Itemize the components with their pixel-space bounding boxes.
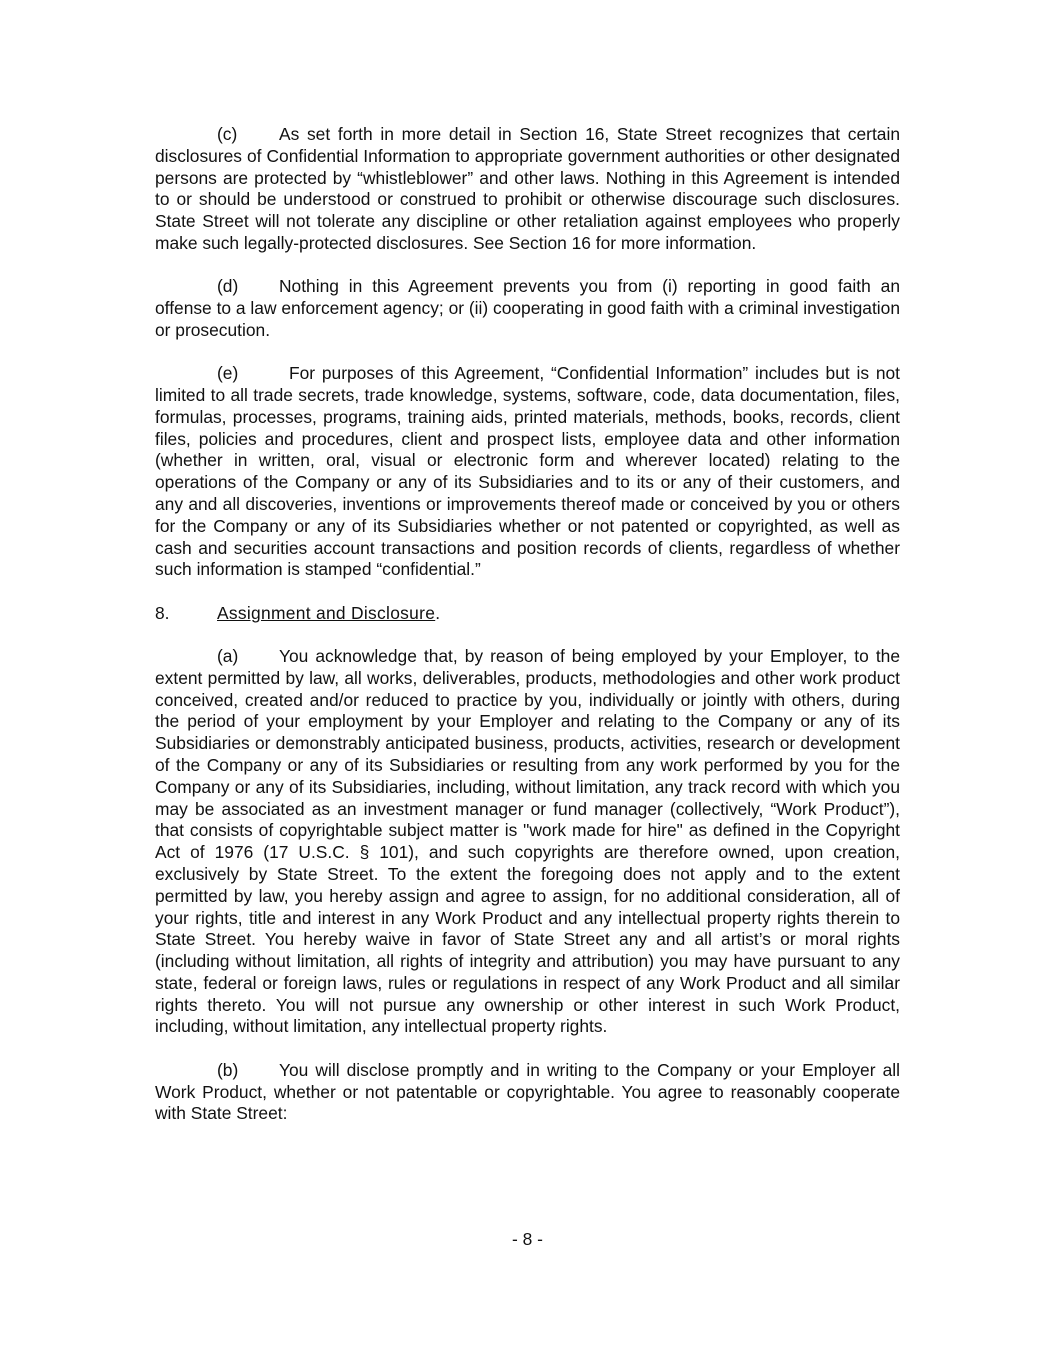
paragraph-c [155,124,900,255]
paragraph-label: (b) [217,1059,239,1080]
paragraph-e [155,363,900,581]
paragraph-8a [155,646,900,1038]
page-number: - 8 - [512,1229,543,1249]
paragraph-text: Nothing in this Agreement prevents you from (i) reporting in good faith an offense to a law enforcement agency; or (ii) cooperating in good faith with a criminal investigation or prosecution. [155,276,900,340]
section-title: Assignment and Disclosure [217,602,436,623]
section-heading [155,603,900,625]
section-number: 8. [155,602,170,623]
paragraph-text: As set forth in more detail in Section 16, State Street recognizes that certain disclosures of Confidential Information to appropriate government authorities or other designated persons are protected by “whistleblower” and other laws. Nothing in this Agreement is intended to or should be understood or construed to prohibit or otherwise discourage such disclosures. State Street will not tolerate any discipline or other retaliation against employees who properly make such legally-protected disclosures. See Section 16 for more information. [155,124,900,253]
paragraph-label: (a) [217,645,239,666]
paragraph-label: (e) [217,363,239,384]
paragraph-text: You acknowledge that, by reason of being employed by your Employer, to the extent permitted by law, all works, deliverables, products, methodologies and other work product conceived, created and/or reduced to practice by you, individually or jointly with others, during the period of your employment by your Employer and relating to the Company or any of its Subsidiaries or demonstrably anticipated business, products, activities, research or development of the Company or any of its Subsidiaries or resulting from any work performed by you for the Company or any of its Subsidiaries, including, without limitation, any track record with which you may be associated as an investment manager or fund manager (collectively, “Work Product”), that consists of copyrightable subject matter is "work made for hire" as defined in the Copyright Act of 1976 (17 U.S.C. § 101), and such copyrights are therefore owned, upon creation, exclusively by State Street. To the extent the foregoing does not apply and to the extent permitted by law, you hereby assign and agree to assign, for no additional consideration, all of your rights, title and interest in any Work Product and any intellectual property rights therein to State Street. You hereby waive in favor of State Street any and all artist’s or moral rights (including without limitation, all rights of integrity and attribution) you may have pursuant to any state, federal or foreign laws, rules or regulations in respect of any Work Product and all similar rights thereto. You will not pursue any ownership or other interest in such Work Product, including, without limitation, any intellectual property rights. [155,645,900,1037]
section-title-suffix: . [435,602,441,623]
paragraph-d [155,276,900,341]
paragraph-text: For purposes of this Agreement, “Confidential Information” includes but is not limited to all trade secrets, trade knowledge, systems, software, code, data documentation, files, formulas, processes, programs, training aids, printed materials, methods, books, records, client files, policies and procedures, client and prospect lists, employee data and other information (whether in written, oral, visual or electronic form and wherever located) relating to the operations of the Company or any of its Subsidiaries and to its or any of their customers, and any and all discoveries, inventions or improvements thereof made or conceived by you or others for the Company or any of its Subsidiaries whether or not patented or copyrighted, as well as cash and securities account transactions and position records of clients, regardless of whether such information is stamped “confidential.” [155,363,900,580]
paragraph-label: (c) [217,124,238,144]
paragraph-8b [155,1060,900,1125]
paragraph-text: You will disclose promptly and in writing to the Company or your Employer all Work Product, whether or not patentable or copyrightable. You agree to reasonably cooperate with State Street: [155,1059,900,1124]
paragraph-label: (d) [217,276,239,297]
document-page [155,124,900,1147]
